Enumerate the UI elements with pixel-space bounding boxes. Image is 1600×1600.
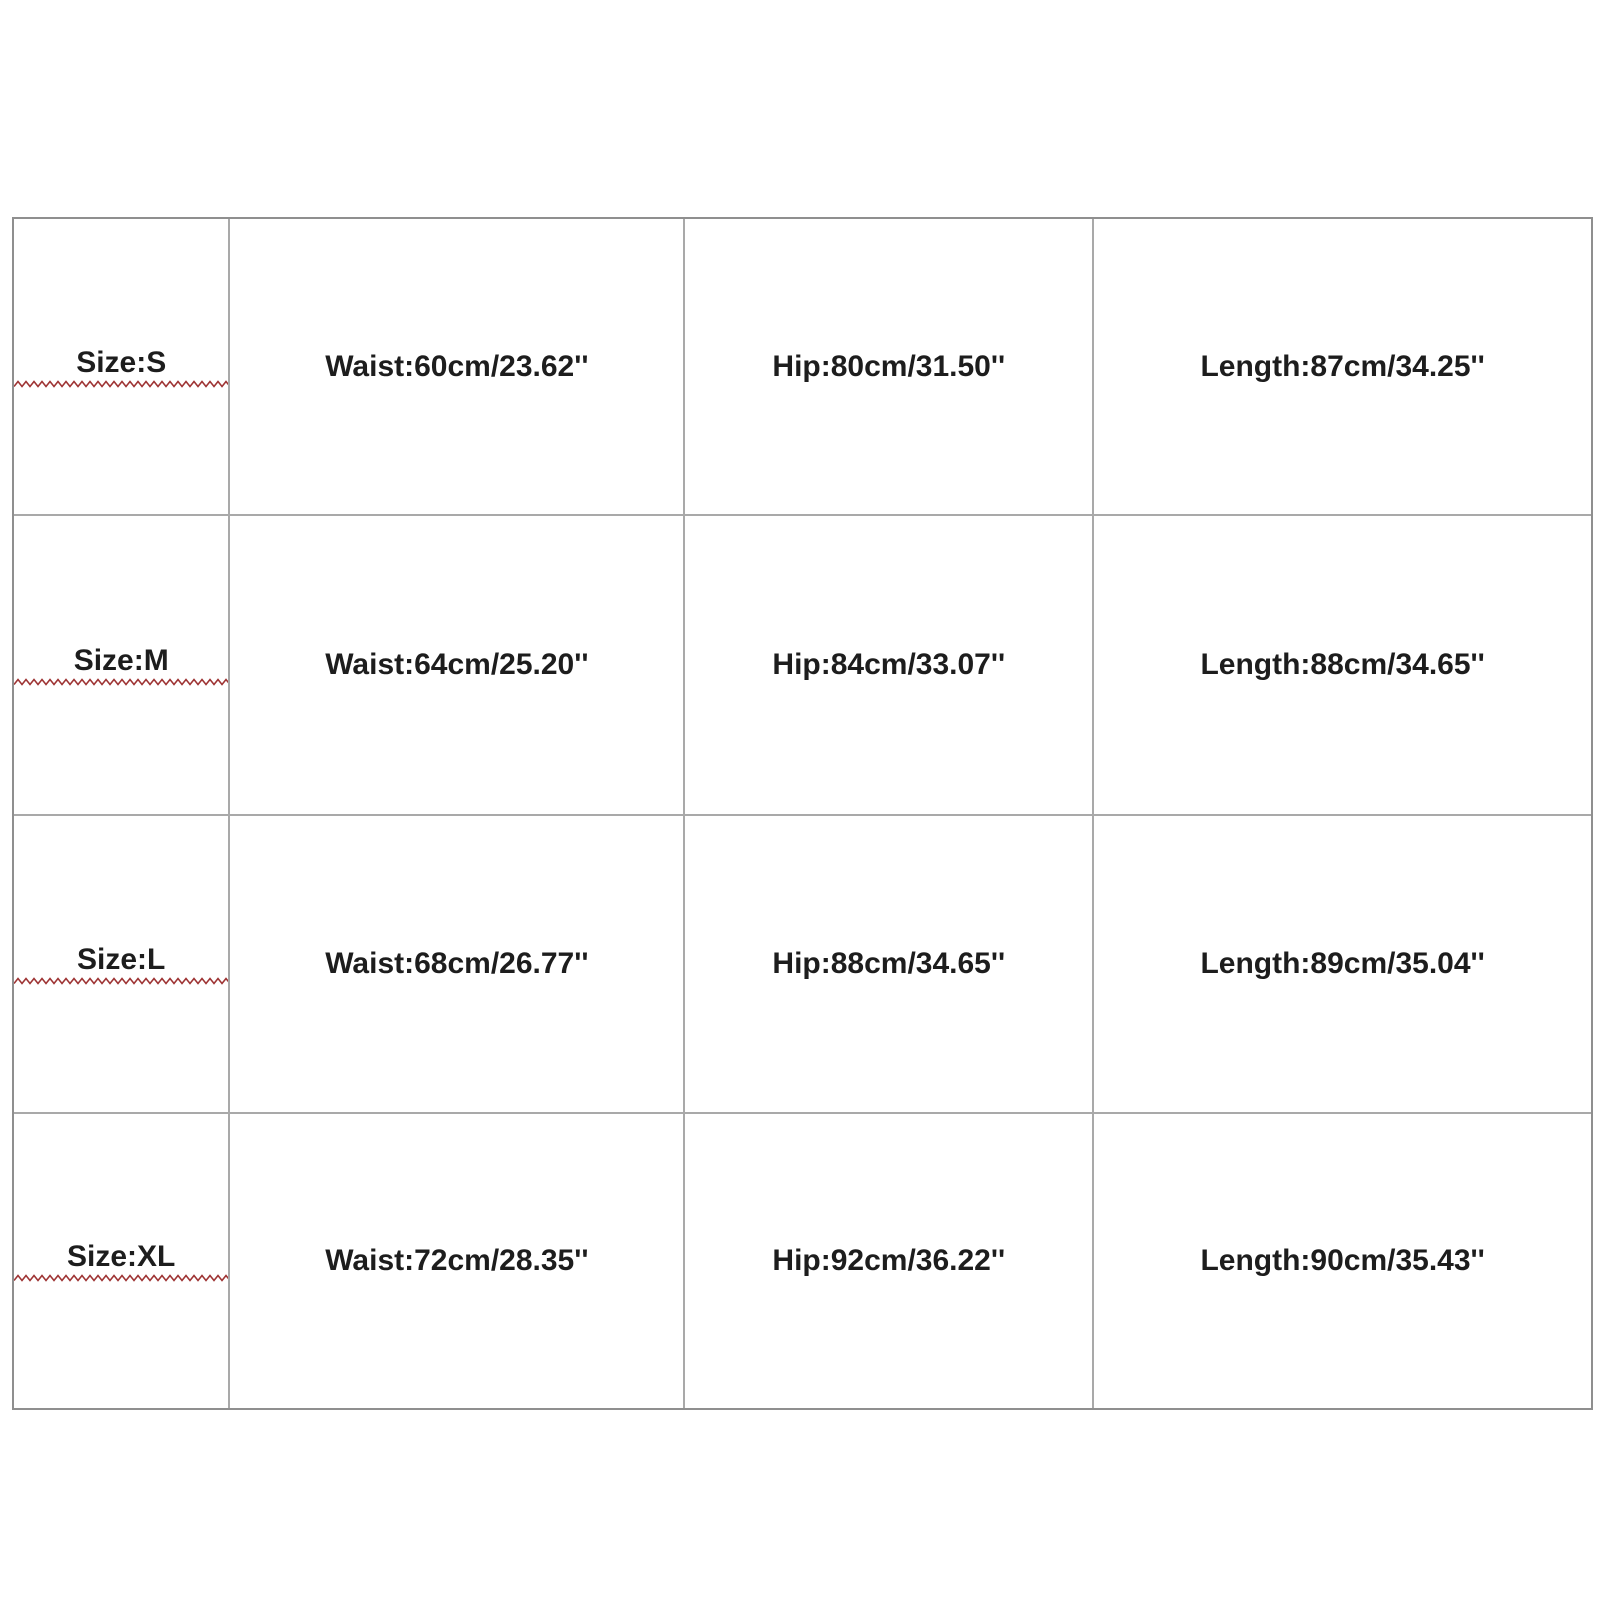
hip-cell: Hip:84cm/33.07'': [685, 516, 1094, 816]
size-cell: [14, 1114, 230, 1408]
length-cell: Length:88cm/34.65'': [1094, 516, 1591, 816]
spellcheck-squiggle-icon: [14, 380, 228, 388]
hip-cell: Hip:92cm/36.22'': [685, 1114, 1094, 1408]
waist-cell: Waist:60cm/23.62'': [230, 219, 685, 516]
size-label: [14, 943, 228, 985]
hip-cell: Hip:80cm/31.50'': [685, 219, 1094, 516]
size-label: [14, 1240, 228, 1282]
waist-cell: Waist:72cm/28.35'': [230, 1114, 685, 1408]
length-cell: Length:90cm/35.43'': [1200, 1243, 1485, 1277]
waist-cell: Waist:68cm/26.77'': [230, 816, 685, 1114]
length-cell: Length:87cm/34.25'': [1094, 219, 1591, 516]
size-label: [14, 644, 228, 686]
size-chart-table: [12, 217, 1593, 1410]
size-label: [14, 346, 228, 388]
size-text: Size:M: [73, 643, 169, 677]
size-text: Size:S: [76, 345, 167, 379]
waist-cell: Waist:64cm/25.20'': [230, 516, 685, 816]
spellcheck-squiggle-icon: [14, 977, 228, 985]
size-cell: [14, 219, 230, 516]
size-cell: [14, 516, 230, 816]
size-cell: [14, 816, 230, 1114]
spellcheck-squiggle-icon: [14, 678, 228, 686]
hip-cell: Hip:88cm/34.65'': [685, 816, 1094, 1114]
size-text: Size:XL: [67, 1239, 176, 1273]
spellcheck-squiggle-icon: [14, 1274, 228, 1282]
length-cell: Length:89cm/35.04'': [1094, 816, 1591, 1114]
size-text: Size:L: [77, 942, 166, 976]
